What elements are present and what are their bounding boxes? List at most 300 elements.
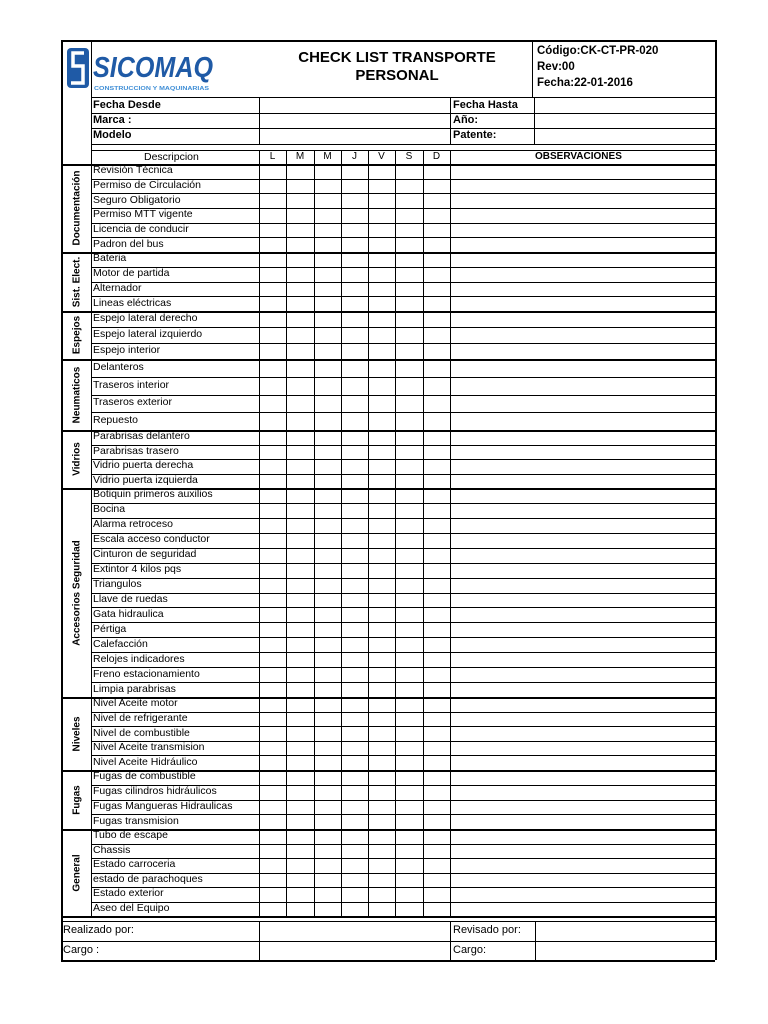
check-cell[interactable] xyxy=(396,608,423,622)
check-cell[interactable] xyxy=(424,534,450,548)
check-cell[interactable] xyxy=(342,845,368,859)
check-cell[interactable] xyxy=(260,297,286,311)
check-cell[interactable] xyxy=(369,297,395,311)
check-cell[interactable] xyxy=(424,194,450,208)
check-cell[interactable] xyxy=(287,623,314,637)
check-cell[interactable] xyxy=(342,903,368,917)
check-cell[interactable] xyxy=(342,360,368,377)
check-cell[interactable] xyxy=(287,874,314,888)
check-cell[interactable] xyxy=(424,328,450,343)
check-cell[interactable] xyxy=(396,446,423,460)
check-cell[interactable] xyxy=(260,165,286,179)
check-cell[interactable] xyxy=(396,519,423,533)
check-cell[interactable] xyxy=(260,378,286,395)
check-cell[interactable] xyxy=(424,489,450,503)
check-cell[interactable] xyxy=(424,579,450,593)
check-cell[interactable] xyxy=(315,194,341,208)
check-cell[interactable] xyxy=(396,534,423,548)
observacion-cell[interactable] xyxy=(451,771,714,785)
check-cell[interactable] xyxy=(342,859,368,873)
check-cell[interactable] xyxy=(260,268,286,282)
check-cell[interactable] xyxy=(287,519,314,533)
check-cell[interactable] xyxy=(342,668,368,682)
check-cell[interactable] xyxy=(424,475,450,489)
check-cell[interactable] xyxy=(260,786,286,800)
marca-field[interactable] xyxy=(260,114,450,128)
observacion-cell[interactable] xyxy=(451,519,714,533)
check-cell[interactable] xyxy=(315,460,341,474)
check-cell[interactable] xyxy=(396,344,423,359)
check-cell[interactable] xyxy=(260,360,286,377)
observacion-cell[interactable] xyxy=(451,756,714,770)
check-cell[interactable] xyxy=(315,446,341,460)
check-cell[interactable] xyxy=(424,549,450,563)
check-cell[interactable] xyxy=(396,297,423,311)
check-cell[interactable] xyxy=(424,460,450,474)
check-cell[interactable] xyxy=(424,180,450,194)
check-cell[interactable] xyxy=(315,668,341,682)
modelo-field[interactable] xyxy=(260,129,450,143)
check-cell[interactable] xyxy=(260,874,286,888)
check-cell[interactable] xyxy=(315,165,341,179)
check-cell[interactable] xyxy=(260,845,286,859)
observacion-cell[interactable] xyxy=(451,727,714,741)
check-cell[interactable] xyxy=(396,830,423,844)
check-cell[interactable] xyxy=(287,683,314,697)
check-cell[interactable] xyxy=(287,698,314,712)
check-cell[interactable] xyxy=(369,180,395,194)
check-cell[interactable] xyxy=(342,475,368,489)
check-cell[interactable] xyxy=(369,489,395,503)
observacion-cell[interactable] xyxy=(451,683,714,697)
check-cell[interactable] xyxy=(287,489,314,503)
check-cell[interactable] xyxy=(342,519,368,533)
observacion-cell[interactable] xyxy=(451,623,714,637)
check-cell[interactable] xyxy=(287,396,314,413)
check-cell[interactable] xyxy=(287,638,314,652)
check-cell[interactable] xyxy=(260,623,286,637)
observacion-cell[interactable] xyxy=(451,209,714,223)
check-cell[interactable] xyxy=(315,727,341,741)
check-cell[interactable] xyxy=(369,312,395,327)
observacion-cell[interactable] xyxy=(451,328,714,343)
realizado-por-field[interactable] xyxy=(260,922,449,941)
check-cell[interactable] xyxy=(424,312,450,327)
check-cell[interactable] xyxy=(287,771,314,785)
check-cell[interactable] xyxy=(342,224,368,238)
check-cell[interactable] xyxy=(424,683,450,697)
check-cell[interactable] xyxy=(287,786,314,800)
check-cell[interactable] xyxy=(342,396,368,413)
check-cell[interactable] xyxy=(315,224,341,238)
check-cell[interactable] xyxy=(396,378,423,395)
check-cell[interactable] xyxy=(396,253,423,267)
observacion-cell[interactable] xyxy=(451,312,714,327)
check-cell[interactable] xyxy=(424,668,450,682)
observacion-cell[interactable] xyxy=(451,460,714,474)
check-cell[interactable] xyxy=(396,698,423,712)
check-cell[interactable] xyxy=(369,608,395,622)
check-cell[interactable] xyxy=(342,413,368,430)
check-cell[interactable] xyxy=(287,594,314,608)
observacion-cell[interactable] xyxy=(451,194,714,208)
patente-field[interactable] xyxy=(535,129,714,143)
check-cell[interactable] xyxy=(260,460,286,474)
check-cell[interactable] xyxy=(396,903,423,917)
check-cell[interactable] xyxy=(369,786,395,800)
check-cell[interactable] xyxy=(396,328,423,343)
check-cell[interactable] xyxy=(424,845,450,859)
check-cell[interactable] xyxy=(315,638,341,652)
check-cell[interactable] xyxy=(260,549,286,563)
check-cell[interactable] xyxy=(342,623,368,637)
check-cell[interactable] xyxy=(342,579,368,593)
check-cell[interactable] xyxy=(424,771,450,785)
check-cell[interactable] xyxy=(396,224,423,238)
check-cell[interactable] xyxy=(369,713,395,727)
observacion-cell[interactable] xyxy=(451,253,714,267)
check-cell[interactable] xyxy=(315,786,341,800)
check-cell[interactable] xyxy=(396,594,423,608)
check-cell[interactable] xyxy=(369,328,395,343)
check-cell[interactable] xyxy=(342,756,368,770)
check-cell[interactable] xyxy=(424,874,450,888)
anio-field[interactable] xyxy=(535,114,714,128)
check-cell[interactable] xyxy=(396,623,423,637)
check-cell[interactable] xyxy=(369,638,395,652)
check-cell[interactable] xyxy=(315,903,341,917)
observacion-cell[interactable] xyxy=(451,815,714,829)
check-cell[interactable] xyxy=(424,224,450,238)
check-cell[interactable] xyxy=(424,209,450,223)
check-cell[interactable] xyxy=(424,888,450,902)
observacion-cell[interactable] xyxy=(451,888,714,902)
check-cell[interactable] xyxy=(396,431,423,445)
check-cell[interactable] xyxy=(287,194,314,208)
check-cell[interactable] xyxy=(342,431,368,445)
check-cell[interactable] xyxy=(424,756,450,770)
check-cell[interactable] xyxy=(260,903,286,917)
check-cell[interactable] xyxy=(315,888,341,902)
check-cell[interactable] xyxy=(260,683,286,697)
check-cell[interactable] xyxy=(369,283,395,297)
check-cell[interactable] xyxy=(287,903,314,917)
check-cell[interactable] xyxy=(260,801,286,815)
check-cell[interactable] xyxy=(315,413,341,430)
observacion-cell[interactable] xyxy=(451,360,714,377)
check-cell[interactable] xyxy=(260,594,286,608)
check-cell[interactable] xyxy=(260,608,286,622)
check-cell[interactable] xyxy=(287,446,314,460)
check-cell[interactable] xyxy=(260,283,286,297)
check-cell[interactable] xyxy=(287,413,314,430)
check-cell[interactable] xyxy=(287,344,314,359)
check-cell[interactable] xyxy=(424,608,450,622)
revisado-por-field[interactable] xyxy=(536,922,714,941)
check-cell[interactable] xyxy=(369,253,395,267)
check-cell[interactable] xyxy=(342,786,368,800)
check-cell[interactable] xyxy=(396,668,423,682)
check-cell[interactable] xyxy=(260,431,286,445)
check-cell[interactable] xyxy=(369,727,395,741)
check-cell[interactable] xyxy=(424,859,450,873)
observacion-cell[interactable] xyxy=(451,564,714,578)
check-cell[interactable] xyxy=(342,446,368,460)
check-cell[interactable] xyxy=(260,771,286,785)
check-cell[interactable] xyxy=(287,845,314,859)
check-cell[interactable] xyxy=(287,534,314,548)
check-cell[interactable] xyxy=(396,194,423,208)
check-cell[interactable] xyxy=(260,564,286,578)
observacion-cell[interactable] xyxy=(451,859,714,873)
check-cell[interactable] xyxy=(287,460,314,474)
check-cell[interactable] xyxy=(369,268,395,282)
check-cell[interactable] xyxy=(315,874,341,888)
check-cell[interactable] xyxy=(287,859,314,873)
check-cell[interactable] xyxy=(342,344,368,359)
check-cell[interactable] xyxy=(315,396,341,413)
check-cell[interactable] xyxy=(424,564,450,578)
check-cell[interactable] xyxy=(260,830,286,844)
check-cell[interactable] xyxy=(369,534,395,548)
check-cell[interactable] xyxy=(287,549,314,563)
check-cell[interactable] xyxy=(369,460,395,474)
check-cell[interactable] xyxy=(260,534,286,548)
check-cell[interactable] xyxy=(260,638,286,652)
check-cell[interactable] xyxy=(260,888,286,902)
check-cell[interactable] xyxy=(287,653,314,667)
check-cell[interactable] xyxy=(396,888,423,902)
check-cell[interactable] xyxy=(342,328,368,343)
check-cell[interactable] xyxy=(369,903,395,917)
check-cell[interactable] xyxy=(315,859,341,873)
check-cell[interactable] xyxy=(424,786,450,800)
check-cell[interactable] xyxy=(369,360,395,377)
check-cell[interactable] xyxy=(424,638,450,652)
check-cell[interactable] xyxy=(260,756,286,770)
check-cell[interactable] xyxy=(424,903,450,917)
check-cell[interactable] xyxy=(369,594,395,608)
check-cell[interactable] xyxy=(315,475,341,489)
observacion-cell[interactable] xyxy=(451,504,714,518)
check-cell[interactable] xyxy=(369,549,395,563)
check-cell[interactable] xyxy=(260,413,286,430)
check-cell[interactable] xyxy=(260,194,286,208)
check-cell[interactable] xyxy=(342,713,368,727)
check-cell[interactable] xyxy=(315,360,341,377)
observacion-cell[interactable] xyxy=(451,238,714,252)
check-cell[interactable] xyxy=(287,756,314,770)
check-cell[interactable] xyxy=(260,579,286,593)
check-cell[interactable] xyxy=(260,253,286,267)
check-cell[interactable] xyxy=(342,460,368,474)
check-cell[interactable] xyxy=(342,638,368,652)
check-cell[interactable] xyxy=(369,579,395,593)
check-cell[interactable] xyxy=(369,653,395,667)
check-cell[interactable] xyxy=(315,253,341,267)
check-cell[interactable] xyxy=(315,344,341,359)
check-cell[interactable] xyxy=(424,378,450,395)
check-cell[interactable] xyxy=(260,224,286,238)
check-cell[interactable] xyxy=(315,594,341,608)
check-cell[interactable] xyxy=(315,771,341,785)
check-cell[interactable] xyxy=(342,830,368,844)
check-cell[interactable] xyxy=(396,815,423,829)
check-cell[interactable] xyxy=(315,653,341,667)
check-cell[interactable] xyxy=(260,489,286,503)
check-cell[interactable] xyxy=(369,224,395,238)
check-cell[interactable] xyxy=(287,328,314,343)
check-cell[interactable] xyxy=(369,801,395,815)
check-cell[interactable] xyxy=(342,283,368,297)
check-cell[interactable] xyxy=(287,742,314,756)
observacion-cell[interactable] xyxy=(451,594,714,608)
check-cell[interactable] xyxy=(369,698,395,712)
check-cell[interactable] xyxy=(287,238,314,252)
check-cell[interactable] xyxy=(287,668,314,682)
check-cell[interactable] xyxy=(424,698,450,712)
observacion-cell[interactable] xyxy=(451,489,714,503)
observacion-cell[interactable] xyxy=(451,475,714,489)
check-cell[interactable] xyxy=(342,874,368,888)
check-cell[interactable] xyxy=(369,845,395,859)
observacion-cell[interactable] xyxy=(451,698,714,712)
check-cell[interactable] xyxy=(315,431,341,445)
check-cell[interactable] xyxy=(260,446,286,460)
check-cell[interactable] xyxy=(260,713,286,727)
check-cell[interactable] xyxy=(369,446,395,460)
check-cell[interactable] xyxy=(424,283,450,297)
check-cell[interactable] xyxy=(342,771,368,785)
check-cell[interactable] xyxy=(260,344,286,359)
check-cell[interactable] xyxy=(369,874,395,888)
check-cell[interactable] xyxy=(315,698,341,712)
check-cell[interactable] xyxy=(369,683,395,697)
check-cell[interactable] xyxy=(342,194,368,208)
check-cell[interactable] xyxy=(396,504,423,518)
check-cell[interactable] xyxy=(342,253,368,267)
observacion-cell[interactable] xyxy=(451,446,714,460)
check-cell[interactable] xyxy=(369,194,395,208)
check-cell[interactable] xyxy=(396,549,423,563)
check-cell[interactable] xyxy=(342,608,368,622)
check-cell[interactable] xyxy=(424,446,450,460)
check-cell[interactable] xyxy=(396,413,423,430)
check-cell[interactable] xyxy=(396,209,423,223)
check-cell[interactable] xyxy=(287,283,314,297)
check-cell[interactable] xyxy=(287,165,314,179)
check-cell[interactable] xyxy=(260,815,286,829)
check-cell[interactable] xyxy=(342,180,368,194)
observacion-cell[interactable] xyxy=(451,579,714,593)
observacion-cell[interactable] xyxy=(451,786,714,800)
check-cell[interactable] xyxy=(342,238,368,252)
check-cell[interactable] xyxy=(315,180,341,194)
check-cell[interactable] xyxy=(424,830,450,844)
check-cell[interactable] xyxy=(287,801,314,815)
observacion-cell[interactable] xyxy=(451,413,714,430)
check-cell[interactable] xyxy=(369,504,395,518)
check-cell[interactable] xyxy=(260,727,286,741)
check-cell[interactable] xyxy=(260,698,286,712)
observacion-cell[interactable] xyxy=(451,608,714,622)
check-cell[interactable] xyxy=(396,859,423,873)
check-cell[interactable] xyxy=(287,888,314,902)
check-cell[interactable] xyxy=(424,713,450,727)
check-cell[interactable] xyxy=(315,756,341,770)
check-cell[interactable] xyxy=(424,519,450,533)
check-cell[interactable] xyxy=(396,756,423,770)
observacion-cell[interactable] xyxy=(451,534,714,548)
check-cell[interactable] xyxy=(287,297,314,311)
check-cell[interactable] xyxy=(396,180,423,194)
check-cell[interactable] xyxy=(424,801,450,815)
check-cell[interactable] xyxy=(342,297,368,311)
check-cell[interactable] xyxy=(396,874,423,888)
check-cell[interactable] xyxy=(287,253,314,267)
check-cell[interactable] xyxy=(260,475,286,489)
check-cell[interactable] xyxy=(315,845,341,859)
observacion-cell[interactable] xyxy=(451,431,714,445)
check-cell[interactable] xyxy=(369,756,395,770)
check-cell[interactable] xyxy=(260,859,286,873)
check-cell[interactable] xyxy=(342,683,368,697)
check-cell[interactable] xyxy=(369,564,395,578)
check-cell[interactable] xyxy=(315,534,341,548)
check-cell[interactable] xyxy=(342,888,368,902)
check-cell[interactable] xyxy=(424,360,450,377)
check-cell[interactable] xyxy=(260,504,286,518)
check-cell[interactable] xyxy=(424,238,450,252)
check-cell[interactable] xyxy=(342,815,368,829)
check-cell[interactable] xyxy=(260,238,286,252)
check-cell[interactable] xyxy=(315,238,341,252)
check-cell[interactable] xyxy=(369,413,395,430)
check-cell[interactable] xyxy=(396,396,423,413)
check-cell[interactable] xyxy=(260,668,286,682)
check-cell[interactable] xyxy=(342,801,368,815)
check-cell[interactable] xyxy=(396,801,423,815)
check-cell[interactable] xyxy=(369,815,395,829)
check-cell[interactable] xyxy=(315,268,341,282)
check-cell[interactable] xyxy=(424,344,450,359)
check-cell[interactable] xyxy=(315,830,341,844)
check-cell[interactable] xyxy=(260,742,286,756)
check-cell[interactable] xyxy=(287,713,314,727)
check-cell[interactable] xyxy=(260,209,286,223)
check-cell[interactable] xyxy=(396,475,423,489)
check-cell[interactable] xyxy=(315,328,341,343)
check-cell[interactable] xyxy=(342,549,368,563)
check-cell[interactable] xyxy=(287,431,314,445)
check-cell[interactable] xyxy=(396,268,423,282)
check-cell[interactable] xyxy=(396,460,423,474)
observacion-cell[interactable] xyxy=(451,396,714,413)
check-cell[interactable] xyxy=(369,378,395,395)
check-cell[interactable] xyxy=(287,180,314,194)
check-cell[interactable] xyxy=(342,312,368,327)
check-cell[interactable] xyxy=(342,504,368,518)
check-cell[interactable] xyxy=(342,209,368,223)
check-cell[interactable] xyxy=(315,283,341,297)
check-cell[interactable] xyxy=(369,396,395,413)
check-cell[interactable] xyxy=(424,815,450,829)
check-cell[interactable] xyxy=(424,413,450,430)
check-cell[interactable] xyxy=(287,564,314,578)
check-cell[interactable] xyxy=(315,623,341,637)
observacion-cell[interactable] xyxy=(451,903,714,917)
check-cell[interactable] xyxy=(260,519,286,533)
